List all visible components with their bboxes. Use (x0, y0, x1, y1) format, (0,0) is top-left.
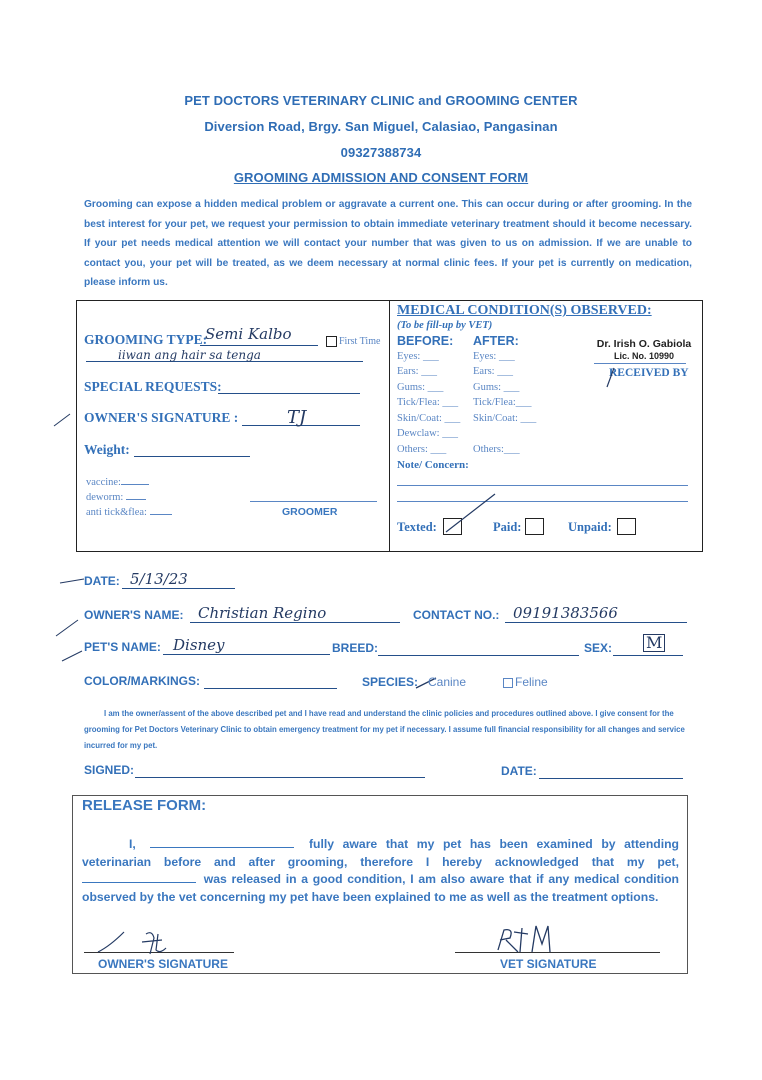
release-owner-signature-label: OWNER'S SIGNATURE (98, 957, 228, 971)
species-label: SPECIES: (362, 675, 419, 689)
owner-signature-label: OWNER'S SIGNATURE : (84, 410, 239, 425)
release-pet-blank (82, 882, 196, 883)
paid-checkbox[interactable] (525, 518, 544, 535)
breed-line (378, 655, 579, 656)
vet-stamp (594, 338, 694, 362)
contact-value: 09191383566 (513, 604, 618, 622)
deworm-label: deworm: (86, 492, 124, 503)
owner-name-label: OWNER'S NAME: (84, 608, 184, 622)
form-title: GROOMING ADMISSION AND CONSENT FORM (233, 170, 529, 185)
texted-label: Texted: (397, 520, 437, 534)
grooming-type-line (200, 345, 318, 346)
pet-name-line (163, 654, 330, 655)
margin-tick-2 (58, 575, 88, 587)
color-line (204, 688, 337, 689)
before-dewclaw: Dewclaw: ___ (397, 428, 458, 439)
release-text-2: was released in a good condition, I am also aware that if any medical condition observed by the vet concerning my pet have been explained to me as well as the treatment options. (82, 872, 679, 904)
weight-label: Weight: (84, 442, 130, 457)
owner-name-value: Christian Regino (198, 604, 327, 622)
sex-value: M (643, 634, 665, 652)
medical-subtitle: (To be fill-up by VET) (397, 320, 493, 331)
margin-tick-3 (54, 616, 82, 640)
received-by-line (594, 363, 686, 364)
grooming-note-value: iiwan ang hair sa tenga (118, 348, 261, 362)
groomer-label: GROOMER (282, 506, 338, 518)
date-value: 5/13/23 (130, 570, 188, 588)
date-label: DATE: (84, 574, 120, 588)
paid-label: Paid: (493, 520, 522, 534)
special-requests-label: SPECIAL REQUESTS: (84, 379, 222, 394)
release-paragraph (82, 836, 679, 906)
clinic-name: PET DOCTORS VETERINARY CLINIC and GROOMING CENTER (184, 93, 578, 108)
unpaid-checkbox[interactable] (617, 518, 636, 535)
before-others: Others: ___ (397, 444, 447, 455)
texted-checkmark (438, 492, 498, 540)
received-by-mark (604, 366, 618, 390)
before-gums: Gums: ___ (397, 382, 444, 393)
pet-name-label: PET'S NAME: (84, 640, 161, 654)
note-label: Note/ Concern: (397, 459, 469, 471)
vet-name: Dr. Irish O. Gabiola (596, 338, 692, 350)
owner-name-line (190, 622, 400, 623)
margin-tick-1 (52, 410, 74, 430)
feline-checkbox[interactable] (503, 678, 513, 688)
release-owner-signature-mark (96, 928, 176, 958)
signed-label: SIGNED: (84, 763, 135, 777)
after-ears: Ears: ___ (473, 366, 513, 377)
contact-line (505, 622, 687, 623)
date-line (122, 588, 235, 589)
release-title: RELEASE FORM: (82, 797, 207, 814)
before-label: BEFORE: (397, 334, 454, 348)
signed-line (135, 777, 425, 778)
margin-tick-4 (60, 645, 86, 665)
special-requests-line (218, 393, 360, 394)
after-gums: Gums: ___ (473, 382, 520, 393)
before-eyes: Eyes: ___ (397, 351, 439, 362)
first-time-checkbox[interactable] (326, 336, 337, 347)
before-skincoat: Skin/Coat: ___ (397, 413, 461, 424)
antitick-label: anti tick&flea: (86, 507, 147, 518)
release-i: I, (129, 837, 136, 851)
vaccine-label: vaccine: (86, 477, 121, 488)
grooming-type-label: GROOMING TYPE: (84, 332, 208, 347)
signed-date-line (539, 778, 683, 779)
after-label: AFTER: (473, 334, 519, 348)
note-line-1 (397, 485, 688, 486)
release-name-blank (150, 847, 294, 848)
before-tickflea: Tick/Flea: ___ (397, 397, 459, 408)
groomer-line (250, 501, 377, 502)
before-ears: Ears: ___ (397, 366, 437, 377)
pet-name-value: Disney (173, 636, 225, 654)
release-vet-signature-mark (492, 922, 562, 962)
after-others: Others:___ (473, 444, 520, 455)
after-eyes: Eyes: ___ (473, 351, 515, 362)
contact-label: CONTACT NO.: (413, 608, 500, 622)
feline-label: Feline (515, 675, 548, 689)
vet-license: Lic. No. 10990 (613, 351, 675, 361)
breed-label: BREED: (332, 641, 379, 655)
consent-paragraph: I am the owner/assent of the above described pet and I have read and understand the clinic policies and procedures outlined above. I give consent for the grooming for Pet Doctors Veterinary Clinic to obtain emergency treatment for my pet if necessary. I assume full financial responsibility for all changes and service incurred for my pet. (84, 709, 685, 750)
medical-title: MEDICAL CONDITION(S) OBSERVED: (397, 303, 652, 318)
box-divider (389, 300, 390, 551)
received-by-label: RECEIVED BY (609, 367, 689, 379)
clinic-phone: 09327388734 (340, 145, 422, 160)
unpaid-label: Unpaid: (568, 520, 612, 534)
canine-label: Canine (428, 675, 467, 689)
after-tickflea: Tick/Flea:___ (473, 397, 532, 408)
clinic-address: Diversion Road, Brgy. San Miguel, Calasiao, Pangasinan (204, 119, 558, 134)
first-time-label: First Time (339, 336, 381, 347)
release-text-1: fully aware that my pet has been examined by attending veterinarian before and after grooming, therefore I hereby acknowledged that my pet, (82, 837, 679, 869)
release-vet-signature-label: VET SIGNATURE (500, 957, 597, 971)
owner-signature-value: TJ (287, 407, 307, 428)
grooming-type-value: Semi Kalbo (205, 325, 292, 343)
after-skincoat: Skin/Coat: ___ (473, 413, 537, 424)
intro-paragraph: Grooming can expose a hidden medical problem or aggravate a current one. This can occur during or after grooming. In the best interest for your pet, we request your permission to obtain immediate veterinary treatment should it become necessary. If your pet needs medical attention we will contact your number that was given to us on admission. If we are unable to contact you, your pet will be treated, as we deem necessary at normal clinic fees. If your pet is currently on medication, please inform us. (84, 199, 692, 288)
signed-date-label: DATE: (501, 764, 537, 778)
sex-label: SEX: (584, 641, 613, 655)
weight-line (134, 456, 250, 457)
sex-line (613, 655, 683, 656)
color-label: COLOR/MARKINGS: (84, 674, 200, 688)
